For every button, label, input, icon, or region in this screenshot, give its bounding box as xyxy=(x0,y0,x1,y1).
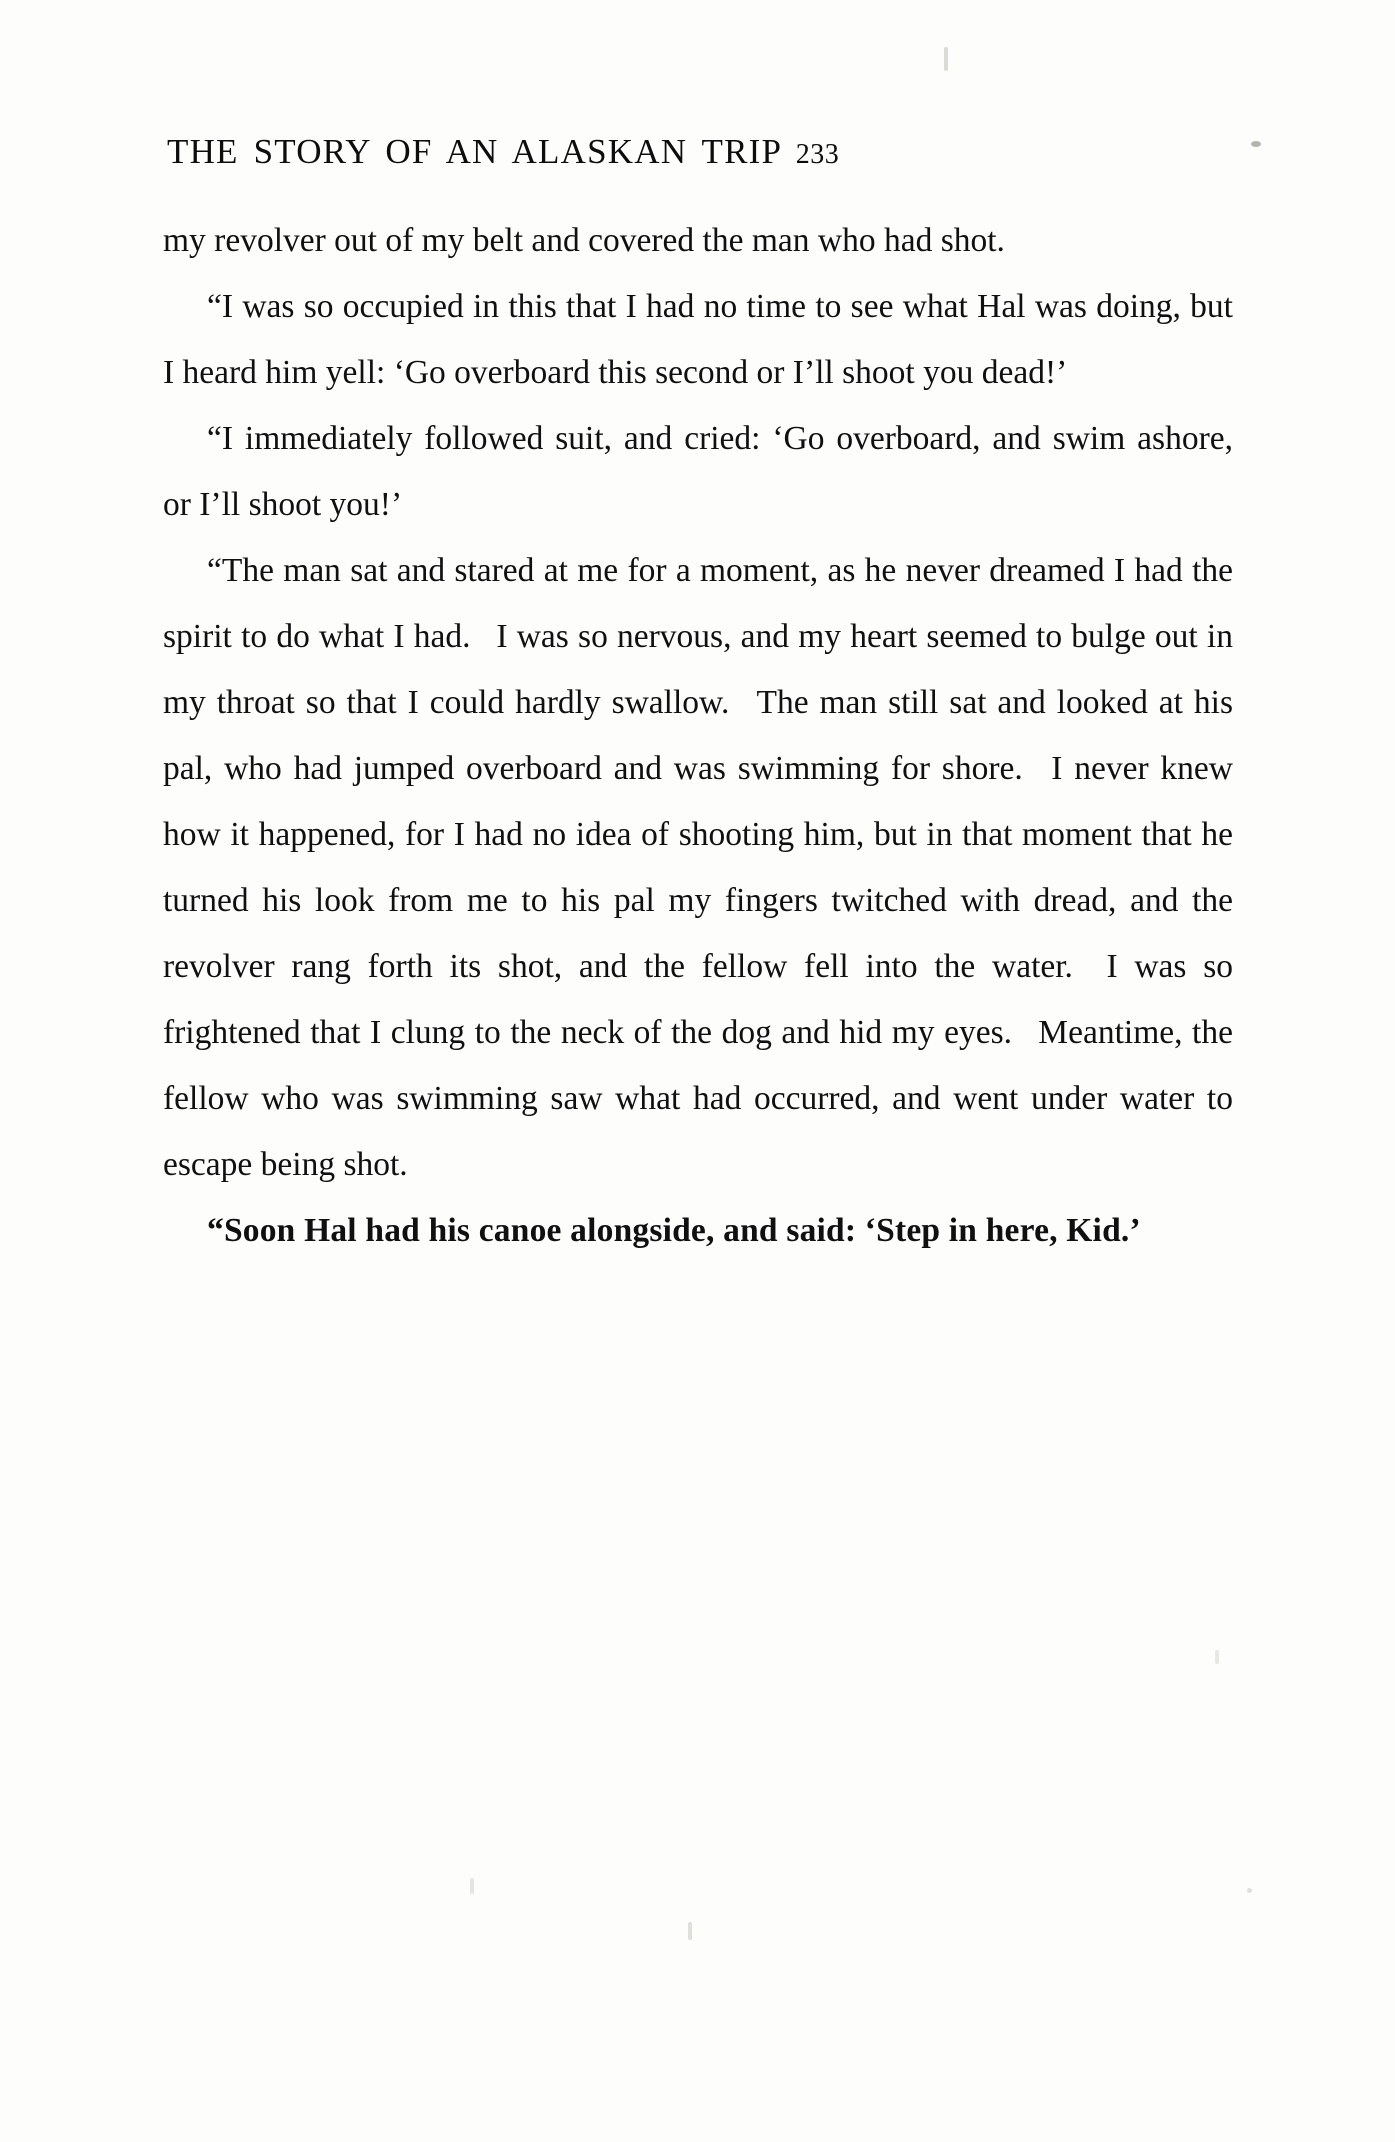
text-column xyxy=(163,132,1233,1264)
paragraph: my revolver out of my belt and covered the man who had shot. xyxy=(163,222,1005,259)
paragraph: “I immediately followed suit, and cried: ‘Go overboard, and swim ashore, or I’ll shoot you!’ xyxy=(163,420,1233,523)
running-head xyxy=(163,132,1233,172)
page-number: 233 xyxy=(795,139,840,170)
page-speck xyxy=(1251,141,1261,147)
paragraph: “I was so occupied in this that I had no time to see what Hal was doing, but I heard him yell: ‘Go overboard this second or I’ll shoot you dead!’ xyxy=(163,288,1233,391)
page-speck xyxy=(688,1922,692,1940)
paragraph: “Soon Hal had his canoe alongside, and said: ‘Step in here, Kid.’ xyxy=(207,1212,1141,1249)
page-speck xyxy=(944,47,948,71)
paragraph: “The man sat and stared at me for a moment, as he never dreamed I had the spirit to do what I had. I was so nervous, and my heart seemed to bulge out in my throat so that I could hardly swallow. The man still sat and looked at his pal, who had jumped overboard and was swimming for shore. I never knew how it happened, for I had no idea of shooting him, but in that moment that he turned his look from me to his pal my fingers twitched with dread, and the revolver rang forth its shot, and the fellow fell into the water. I was so frightened that I clung to the neck of the dog and hid my eyes. Meantime, the fellow who was swimming saw what had occurred, and went under water to escape being shot. xyxy=(163,552,1233,1183)
page-speck xyxy=(470,1878,474,1894)
body-copy xyxy=(163,208,1233,1264)
page-speck xyxy=(1215,1650,1219,1664)
page-speck xyxy=(1247,1888,1252,1893)
running-head-title: THE STORY OF AN ALASKAN TRIP xyxy=(167,132,781,171)
